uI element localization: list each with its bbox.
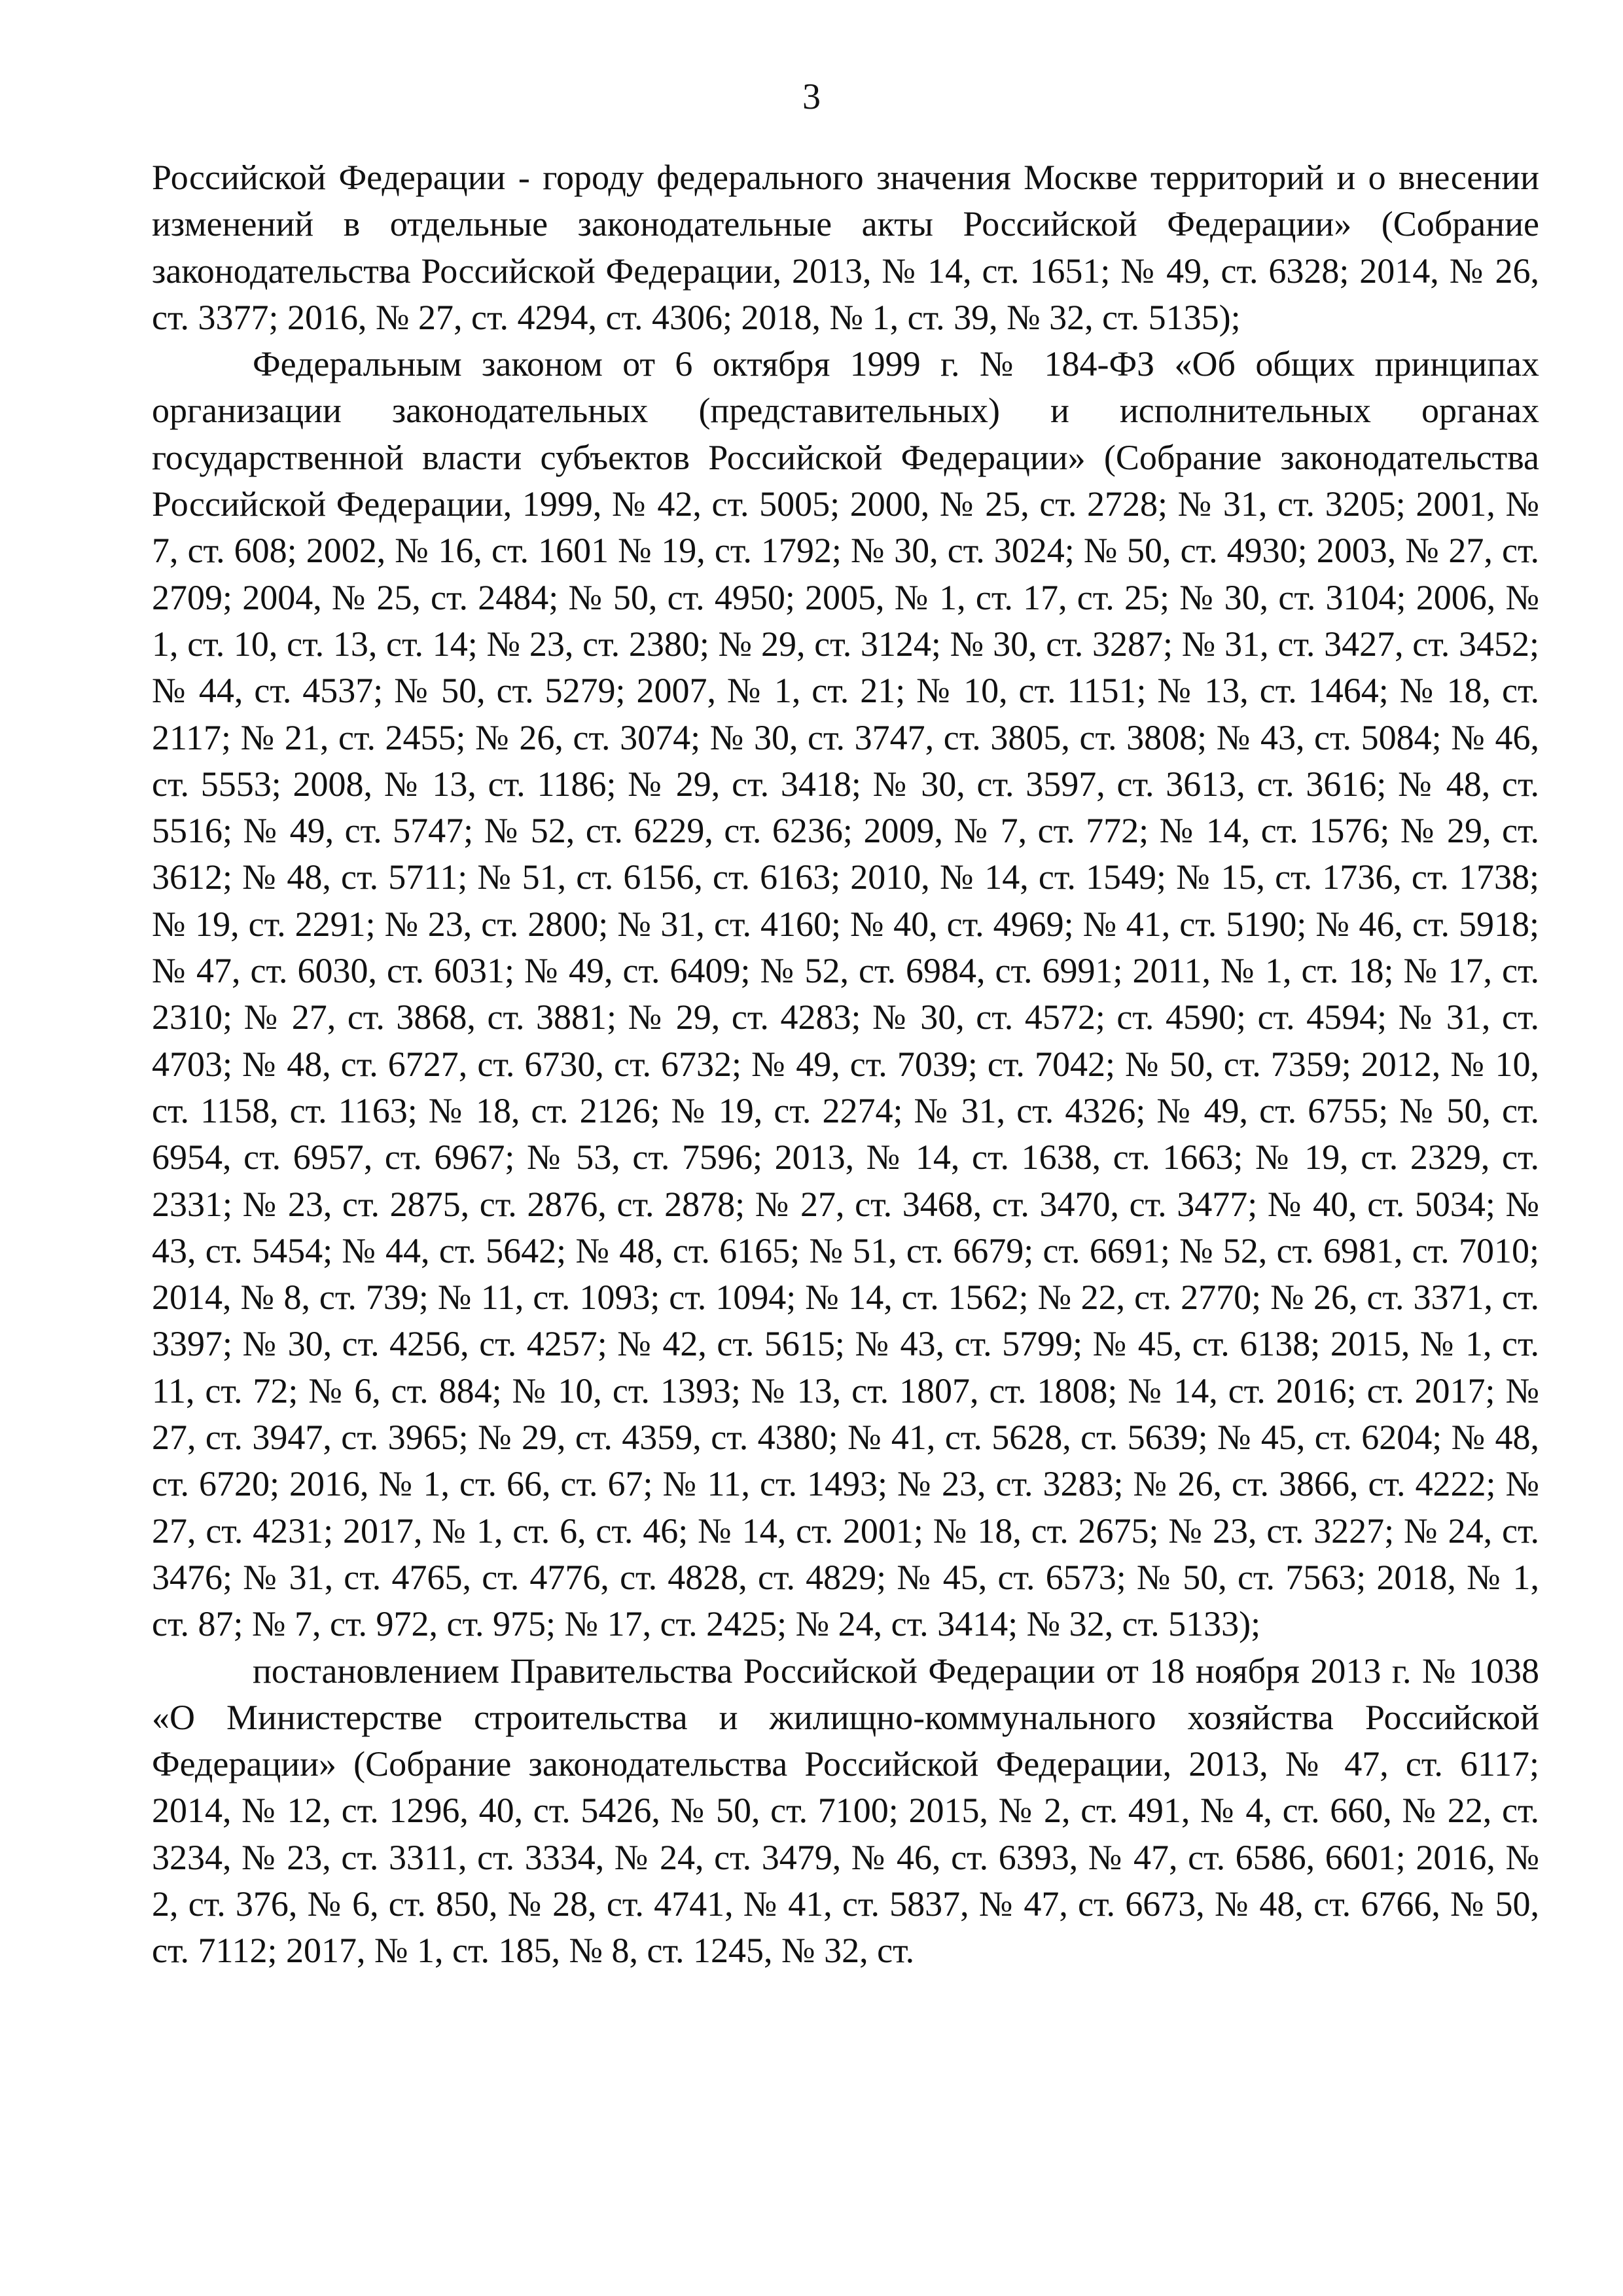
paragraph-moscow-territories-law: Российской Федерации - городу федерального значения Москве территорий и о внесении изменений в отдельные законодательные акты Российской Федерации» (Собрание законодательства Российской Федерации, 2013, № 14, ст. 1651; № 49, ст. 6328; 2014, № 26, ст. 3377; 2016, № 27, ст. 4294, ст. 4306; 2018, № 1, ст. 39, № 32, ст. 5135); <box>152 158 1539 337</box>
paragraph-federal-law-184-fz: Федеральным законом от 6 октября 1999 г. № 184-ФЗ «Об общих принципах организации законодательных (представительных) и исполнительных органах государственной власти субъектов Российской Федерации» (Собрание законодательства Российской Федерации, 1999, № 42, ст. 5005; 2000, № 25, ст. 2728; № 31, ст. 3205; 2001, № 7, ст. 608; 2002, № 16, ст. 1601 № 19, ст. 1792; № 30, ст. 3024; № 50, ст. 4930; 2003, № 27, ст. 2709; 2004, № 25, ст. 2484; № 50, ст. 4950; 2005, № 1, ст. 17, ст. 25; № 30, ст. 3104; 2006, № 1, ст. 10, ст. 13, ст. 14; № 23, ст. 2380; № 29, ст. 3124; № 30, ст. 3287; № 31, ст. 3427, ст. 3452; № 44, ст. 4537; № 50, ст. 5279; 2007, № 1, ст. 21; № 10, ст. 1151; № 13, ст. 1464; № 18, ст. 2117; № 21, ст. 2455; № 26, ст. 3074; № 30, ст. 3747, ст. 3805, ст. 3808; № 43, ст. 5084; № 46, ст. 5553; 2008, № 13, ст. 1186; № 29, ст. 3418; № 30, ст. 3597, ст. 3613, ст. 3616; № 48, ст. 5516; № 49, ст. 5747; № 52, ст. 6229, ст. 6236; 2009, № 7, ст. 772; № 14, ст. 1576; № 29, ст. 3612; № 48, ст. 5711; № 51, ст. 6156, ст. 6163; 2010, № 14, ст. 1549; № 15, ст. 1736, ст. 1738; № 19, ст. 2291; № 23, ст. 2800; № 31, ст. 4160; № 40, ст. 4969; № 41, ст. 5190; № 46, ст. 5918; № 47, ст. 6030, ст. 6031; № 49, ст. 6409; № 52, ст. 6984, ст. 6991; 2011, № 1, ст. 18; № 17, ст. 2310; № 27, ст. 3868, ст. 3881; № 29, ст. 4283; № 30, ст. 4572; ст. 4590; ст. 4594; № 31, ст. 4703; № 48, ст. 6727, ст. 6730, ст. 6732; № 49, ст. 7039; ст. 7042; № 50, ст. 7359; 2012, № 10, ст. 1158, ст. 1163; № 18, ст. 2126; № 19, ст. 2274; № 31, ст. 4326; № 49, ст. 6755; № 50, ст. 6954, ст. 6957, ст. 6967; № 53, ст. 7596; 2013, № 14, ст. 1638, ст. 1663; № 19, ст. 2329, ст. 2331; № 23, ст. 2875, ст. 2876, ст. 2878; № 27, ст. 3468, ст. 3470, ст. 3477; № 40, ст. 5034; № 43, ст. 5454; № 44, ст. 5642; № 48, ст. 6165; № 51, ст. 6679; ст. 6691; № 52, ст. 6981, ст. 7010; 2014, № 8, ст. 739; № 11, ст. 1093; ст. 1094; № 14, ст. 1562; № 22, ст. 2770; № 26, ст. 3371, ст. 3397; № 30, ст. 4256, ст. 4257; № 42, ст. 5615; № 43, ст. 5799; № 45, ст. 6138; 2015, № 1, ст. 11, ст. 72; № 6, ст. 884; № 10, ст. 1393; № 13, ст. 1807, ст. 1808; № 14, ст. 2016; ст. 2017; № 27, ст. 3947, ст. 3965; № 29, ст. 4359, ст. 4380; № 41, ст. 5628, ст. 5639; № 45, ст. 6204; № 48, ст. 6720; 2016, № 1, ст. 66, ст. 67; № 11, ст. 1493; № 23, ст. 3283; № 26, ст. 3866, ст. 4222; № 27, ст. 4231; 2017, № 1, ст. 6, ст. 46; № 14, ст. 2001; № 18, ст. 2675; № 23, ст. 3227; № 24, ст. 3476; № 31, ст. 4765, ст. 4776, ст. 4828, ст. 4829; № 45, ст. 6573; № 50, ст. 7563; 2018, № 1, ст. 87; № 7, ст. 972, ст. 975; № 17, ст. 2425; № 24, ст. 3414; № 32, ст. 5133); <box>152 344 1539 1644</box>
page-number: 3 <box>802 77 821 117</box>
paragraph-government-resolution-1038: постановлением Правительства Российской Федерации от 18 ноября 2013 г. № 1038 «О Министерстве строительства и жилищно-коммунального хозяйства Российской Федерации» (Собрание законодательства Российской Федерации, 2013, № 47, ст. 6117; 2014, № 12, ст. 1296, 40, ст. 5426, № 50, ст. 7100; 2015, № 2, ст. 491, № 4, ст. 660, № 22, ст. 3234, № 23, ст. 3311, ст. 3334, № 24, ст. 3479, № 46, ст. 6393, № 47, ст. 6586, 6601; 2016, № 2, ст. 376, № 6, ст. 850, № 28, ст. 4741, № 41, ст. 5837, № 47, ст. 6673, № 48, ст. 6766, № 50, ст. 7112; 2017, № 1, ст. 185, № 8, ст. 1245, № 32, ст. <box>152 1651 1539 1971</box>
document-body <box>152 154 1539 1975</box>
